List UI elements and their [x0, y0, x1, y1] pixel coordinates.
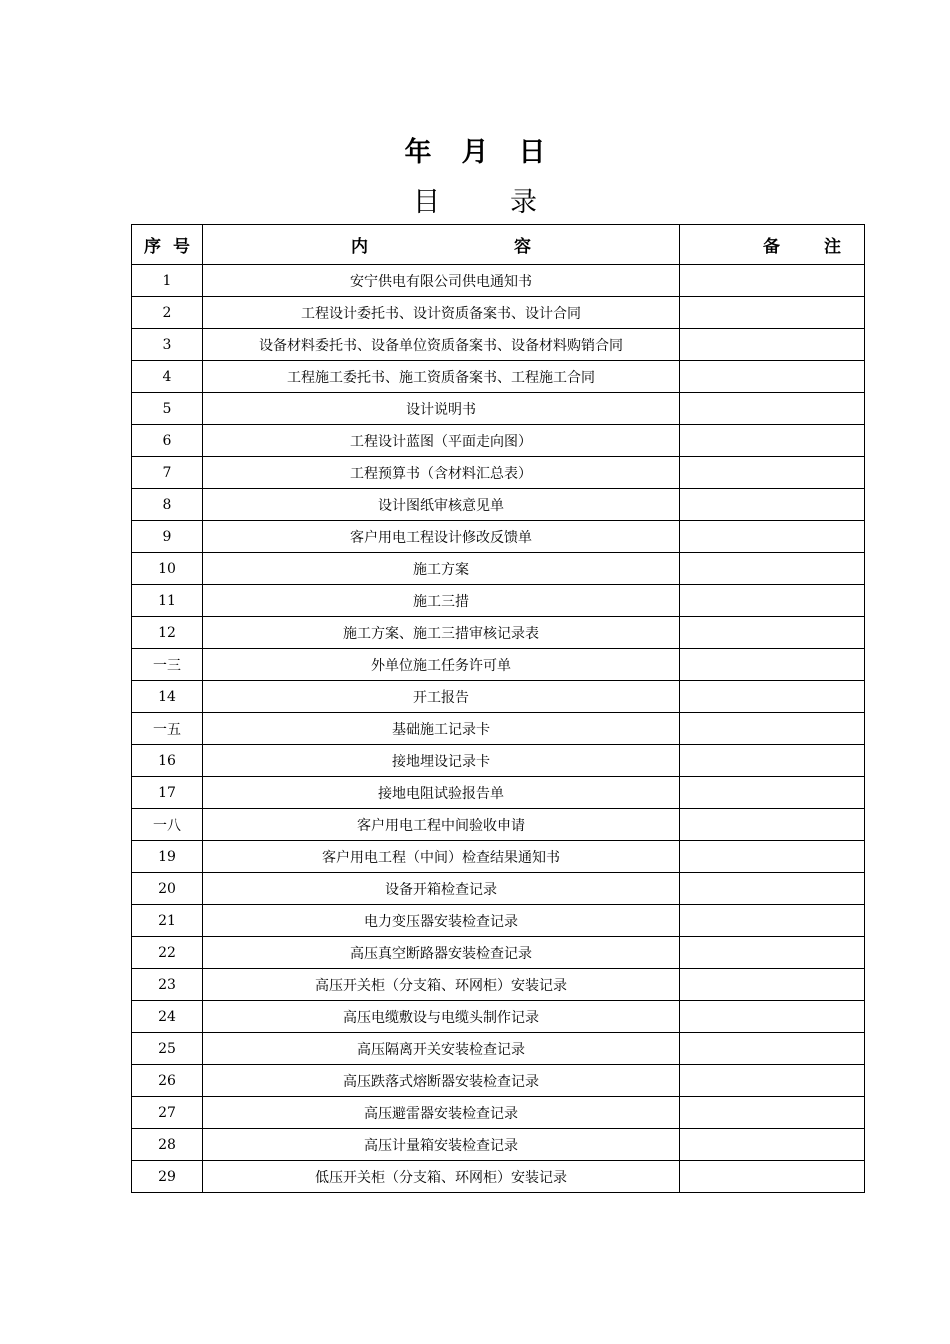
row-content: 高压真空断路器安装检查记录	[203, 937, 680, 969]
row-note	[680, 329, 865, 361]
row-number: 4	[132, 361, 203, 393]
header-content-char-2: 容	[514, 237, 531, 257]
row-number: 一八	[132, 809, 203, 841]
row-content: 工程预算书（含材料汇总表）	[203, 457, 680, 489]
header-note	[680, 225, 865, 265]
header-note-char-1: 备	[763, 237, 780, 257]
header-content	[203, 225, 680, 265]
row-number: 8	[132, 489, 203, 521]
row-note	[680, 969, 865, 1001]
table-row	[132, 489, 865, 521]
row-content: 设计说明书	[203, 393, 680, 425]
table-row	[132, 809, 865, 841]
row-number: 21	[132, 905, 203, 937]
row-note	[680, 937, 865, 969]
row-content: 施工方案	[203, 553, 680, 585]
row-note	[680, 649, 865, 681]
row-note	[680, 713, 865, 745]
table-row	[132, 393, 865, 425]
day-label: 日	[518, 137, 546, 168]
row-content: 高压避雷器安装检查记录	[203, 1097, 680, 1129]
row-content: 设计图纸审核意见单	[203, 489, 680, 521]
row-content: 基础施工记录卡	[203, 713, 680, 745]
table-row	[132, 521, 865, 553]
row-number: 14	[132, 681, 203, 713]
table-row	[132, 873, 865, 905]
table-row	[132, 905, 865, 937]
header-no	[132, 225, 203, 265]
row-content: 电力变压器安装检查记录	[203, 905, 680, 937]
table-row	[132, 329, 865, 361]
row-number: 11	[132, 585, 203, 617]
table-row	[132, 457, 865, 489]
header-note-char-2: 注	[824, 237, 841, 257]
row-note	[680, 777, 865, 809]
row-note	[680, 1161, 865, 1193]
toc-body	[132, 265, 865, 1193]
row-number: 2	[132, 297, 203, 329]
row-content: 高压开关柜（分支箱、环网柜）安装记录	[203, 969, 680, 1001]
row-number: 10	[132, 553, 203, 585]
table-row	[132, 1065, 865, 1097]
row-number: 22	[132, 937, 203, 969]
table-row	[132, 745, 865, 777]
table-row	[132, 713, 865, 745]
row-note	[680, 393, 865, 425]
year-label: 年	[404, 137, 432, 168]
row-note	[680, 585, 865, 617]
row-note	[680, 553, 865, 585]
table-row	[132, 969, 865, 1001]
row-note	[680, 905, 865, 937]
table-row	[132, 585, 865, 617]
table-row	[132, 361, 865, 393]
row-content: 高压计量箱安装检查记录	[203, 1129, 680, 1161]
row-note	[680, 489, 865, 521]
month-label: 月	[461, 137, 489, 168]
row-content: 安宁供电有限公司供电通知书	[203, 265, 680, 297]
table-row	[132, 1129, 865, 1161]
row-number: 25	[132, 1033, 203, 1065]
row-content: 客户用电工程设计修改反馈单	[203, 521, 680, 553]
row-content: 客户用电工程中间验收申请	[203, 809, 680, 841]
row-number: 29	[132, 1161, 203, 1193]
row-number: 3	[132, 329, 203, 361]
date-heading	[0, 130, 950, 169]
table-row	[132, 937, 865, 969]
row-note	[680, 841, 865, 873]
row-note	[680, 457, 865, 489]
row-content: 高压跌落式熔断器安装检查记录	[203, 1065, 680, 1097]
table-row	[132, 553, 865, 585]
row-note	[680, 1001, 865, 1033]
row-content: 工程设计蓝图（平面走向图）	[203, 425, 680, 457]
row-number: 6	[132, 425, 203, 457]
row-number: 27	[132, 1097, 203, 1129]
table-row	[132, 841, 865, 873]
row-content: 设备开箱检查记录	[203, 873, 680, 905]
table-row	[132, 649, 865, 681]
row-note	[680, 681, 865, 713]
row-note	[680, 1065, 865, 1097]
row-content: 接地电阻试验报告单	[203, 777, 680, 809]
header-content-char-1: 内	[351, 237, 368, 257]
row-note	[680, 297, 865, 329]
row-note	[680, 873, 865, 905]
row-number: 24	[132, 1001, 203, 1033]
row-content: 施工方案、施工三措审核记录表	[203, 617, 680, 649]
table-row	[132, 777, 865, 809]
row-number: 23	[132, 969, 203, 1001]
table-row	[132, 297, 865, 329]
row-note	[680, 361, 865, 393]
row-number: 20	[132, 873, 203, 905]
row-number: 16	[132, 745, 203, 777]
row-content: 高压电缆敷设与电缆头制作记录	[203, 1001, 680, 1033]
toc-title	[0, 180, 950, 219]
table-row	[132, 1033, 865, 1065]
row-number: 一三	[132, 649, 203, 681]
row-content: 外单位施工任务许可单	[203, 649, 680, 681]
toc-title-left: 目	[413, 187, 440, 218]
row-number: 1	[132, 265, 203, 297]
row-number: 17	[132, 777, 203, 809]
row-content: 开工报告	[203, 681, 680, 713]
table-row	[132, 1161, 865, 1193]
table-row	[132, 617, 865, 649]
row-content: 工程施工委托书、施工资质备案书、工程施工合同	[203, 361, 680, 393]
row-note	[680, 265, 865, 297]
row-content: 低压开关柜（分支箱、环网柜）安装记录	[203, 1161, 680, 1193]
row-note	[680, 745, 865, 777]
header-no-char-2: 号	[173, 237, 190, 257]
row-number: 19	[132, 841, 203, 873]
row-note	[680, 1097, 865, 1129]
table-row	[132, 265, 865, 297]
row-note	[680, 617, 865, 649]
row-number: 一五	[132, 713, 203, 745]
table-header-row	[132, 225, 865, 265]
row-content: 高压隔离开关安装检查记录	[203, 1033, 680, 1065]
row-note	[680, 809, 865, 841]
row-content: 客户用电工程（中间）检查结果通知书	[203, 841, 680, 873]
row-note	[680, 521, 865, 553]
toc-table	[131, 224, 865, 1193]
row-note	[680, 1129, 865, 1161]
row-content: 工程设计委托书、设计资质备案书、设计合同	[203, 297, 680, 329]
row-number: 28	[132, 1129, 203, 1161]
toc-title-right: 录	[510, 187, 537, 218]
row-note	[680, 1033, 865, 1065]
table-row	[132, 425, 865, 457]
table-row	[132, 681, 865, 713]
row-content: 接地埋设记录卡	[203, 745, 680, 777]
row-number: 9	[132, 521, 203, 553]
row-note	[680, 425, 865, 457]
header-no-char-1: 序	[144, 237, 161, 257]
row-number: 26	[132, 1065, 203, 1097]
table-row	[132, 1001, 865, 1033]
row-number: 12	[132, 617, 203, 649]
row-number: 7	[132, 457, 203, 489]
row-content: 设备材料委托书、设备单位资质备案书、设备材料购销合同	[203, 329, 680, 361]
row-content: 施工三措	[203, 585, 680, 617]
row-number: 5	[132, 393, 203, 425]
table-row	[132, 1097, 865, 1129]
